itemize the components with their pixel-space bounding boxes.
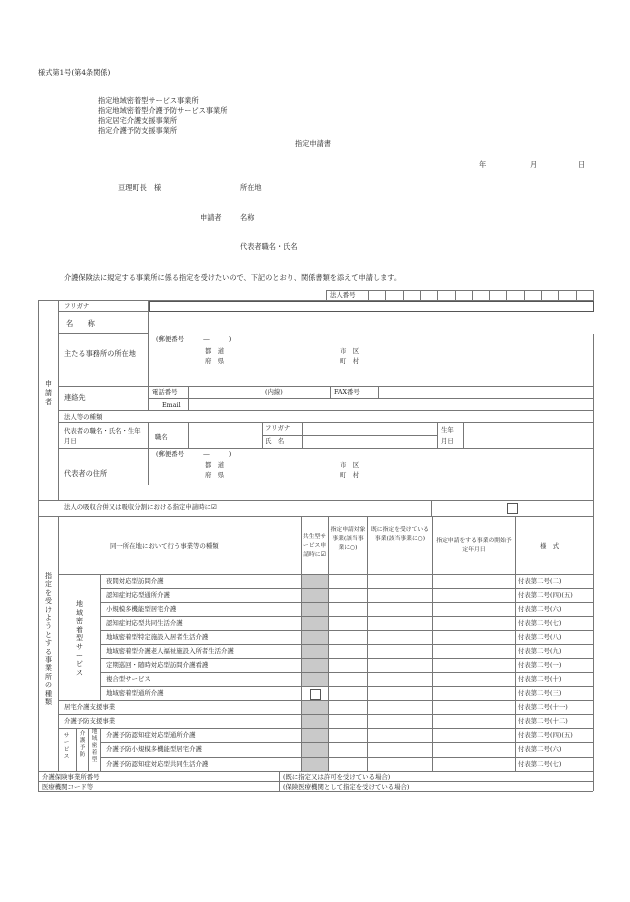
address-label: 所在地 <box>240 183 262 192</box>
facility-type-3: 指定居宅介護支援事業所 <box>98 116 178 125</box>
target-vertical-label: 指定を受けようとする事業所の種類 <box>45 572 52 707</box>
prev-service-row-form: 付表第二号(六) <box>518 745 562 754</box>
service-row-form: 付表第二号(十) <box>518 675 562 683</box>
service-row-form: 付表第二号(一) <box>518 661 562 669</box>
corp-type-label: 法人等の種類 <box>64 413 103 421</box>
date-day: 日 <box>578 160 586 169</box>
postal-label-2: (郵便番号 ― ) <box>156 450 232 458</box>
postal-label: (郵便番号 ― ) <box>156 335 232 343</box>
furigana2-label: フリガナ <box>265 424 291 432</box>
extension-label: (内線) <box>265 388 283 396</box>
name-input[interactable] <box>149 312 594 334</box>
merger-checkbox[interactable] <box>507 503 518 514</box>
todofuken-4: 府 県 <box>205 471 225 479</box>
form-title: 指定申請書 <box>295 139 331 148</box>
email-label: Email <box>162 401 181 409</box>
col-start-header: 指定申請をする事業の開始予定年月日 <box>436 538 512 553</box>
prev-support-form: 付表第二号(十二) <box>518 717 568 725</box>
date-month: 月 <box>530 160 538 169</box>
facility-type-2: 指定地域密着型介護予防サービス事業所 <box>98 106 228 115</box>
shiku-1: 市 区 <box>340 347 360 355</box>
main-office-label: 主たる事務所の所在地 <box>64 349 136 358</box>
service-row-form: 付表第二号(六) <box>518 605 562 613</box>
todofuken-2: 府 県 <box>205 357 225 365</box>
applicant-label: 申請者 <box>200 213 222 222</box>
service-row-name: 地域密着型特定施設入居者生活介護 <box>106 633 209 641</box>
name-label: 名称 <box>240 213 255 222</box>
insurance-note: (既に指定又は許可を受けている場合) <box>283 773 391 781</box>
shiku-2: 町 村 <box>340 357 360 365</box>
home-care-form: 付表第二号(十一) <box>518 703 568 711</box>
furigana-input[interactable] <box>149 301 594 312</box>
intro-text: 介護保険法に規定する事業所に係る指定を受けたいので、下記のとおり、関係書類を添えて申請します。 <box>64 273 402 282</box>
local-vertical-label: 地域密着型サービス <box>76 600 83 677</box>
prev-service-row-name: 介護予防認知症対応型通所介護 <box>106 731 196 739</box>
prev-vertical-label-2: 介護予防 <box>79 731 86 758</box>
rep-label: 代表者職名・氏名 <box>240 242 298 251</box>
applicant-vertical-label: 申請者 <box>45 380 52 406</box>
service-row-form: 付表第二号(七) <box>518 619 562 627</box>
shimei-label: 氏 名 <box>265 437 285 445</box>
col-form-header: 様 式 <box>540 542 560 550</box>
shiku-3: 市 区 <box>340 461 360 469</box>
prev-service-row-name: 介護予防認知症対応型共同生活介護 <box>106 759 209 768</box>
service-row-name: 小規模多機能型居宅介護 <box>106 605 177 613</box>
medical-code-label: 医療機関コード等 <box>42 783 94 791</box>
col-shared-header: 共生型サービス申請時に☑ <box>302 534 327 558</box>
col-service-header: 同一所在地において行う事業等の種類 <box>110 542 219 550</box>
insurance-no-label: 介護保険事業所番号 <box>42 773 100 781</box>
service-row-name: 認知症対応型通所介護 <box>106 591 170 599</box>
service-row-name: 複合型サービス <box>106 675 151 683</box>
prev-vertical-label-1: サービス <box>63 733 70 760</box>
service-row-name: 認知症対応型共同生活介護 <box>106 619 183 627</box>
rep-address-label: 代表者の住所 <box>64 469 108 478</box>
rep-title-name-label: 代表者の職名・氏名・生年月日 <box>64 427 141 445</box>
corp-number-label: 法人番号 <box>330 291 356 299</box>
name-row-label: 名 称 <box>66 319 95 328</box>
service-row-name: 定期巡回・随時対応型訪問介護看護 <box>106 661 209 669</box>
prev-service-row-form: 付表第二号(四)(五) <box>518 731 573 739</box>
service-row-form: 付表第二号(四)(五) <box>518 591 573 599</box>
prev-service-row-name: 介護予防小規模多機能型居宅介護 <box>106 745 202 754</box>
service-row-form: 付表第二号(三) <box>518 689 562 697</box>
service-row-name: 地域密着型通所介護 <box>106 689 164 697</box>
shiku-4: 町 村 <box>340 471 360 479</box>
shared-checkbox[interactable] <box>310 689 321 700</box>
merger-note: 法人の吸収合併又は吸収分割における指定申請時に☑ <box>64 503 217 511</box>
birth-label-2: 月日 <box>441 437 454 445</box>
service-row-form: 付表第二号(八) <box>518 633 562 641</box>
fax-label: FAX番号 <box>334 388 360 396</box>
col-existing-header: 既に指定を受けている事業(該当事業に○) <box>371 527 429 542</box>
prev-vertical-label-3: 地域密着型 <box>91 729 98 763</box>
date-year: 年 <box>479 160 487 169</box>
facility-type-1: 指定地域密着型サービス事業所 <box>98 96 199 105</box>
furigana-label: フリガナ <box>64 302 90 310</box>
home-care-label: 居宅介護支援事業 <box>64 703 116 711</box>
contact-label: 連絡先 <box>64 393 86 402</box>
service-row-form: 付表第二号(九) <box>518 647 562 655</box>
phone-label: 電話番号 <box>152 388 178 396</box>
facility-type-4: 指定介護予防支援事業所 <box>98 126 178 135</box>
service-row-name: 地域密着型介護老人福祉施設入所者生活介護 <box>106 647 234 655</box>
service-row-form: 付表第二号(二) <box>518 577 562 585</box>
prev-service-row-form: 付表第二号(七) <box>518 759 562 768</box>
service-row-name: 夜間対応型訪問介護 <box>106 577 164 585</box>
addressee: 亘理町長 様 <box>118 183 162 192</box>
todofuken-3: 都 道 <box>205 461 225 469</box>
form-id: 様式第1号(第4条関係) <box>38 68 111 77</box>
col-target-header: 指定申請対象事業(該当事業に○) <box>330 527 366 551</box>
birth-label-1: 生年 <box>441 426 454 434</box>
job-title-label: 職名 <box>155 433 168 441</box>
medical-note: (保険医療機関として指定を受けている場合) <box>283 783 410 791</box>
todofuken-1: 都 道 <box>205 347 225 355</box>
prev-support-label: 介護予防支援事業 <box>64 717 116 725</box>
